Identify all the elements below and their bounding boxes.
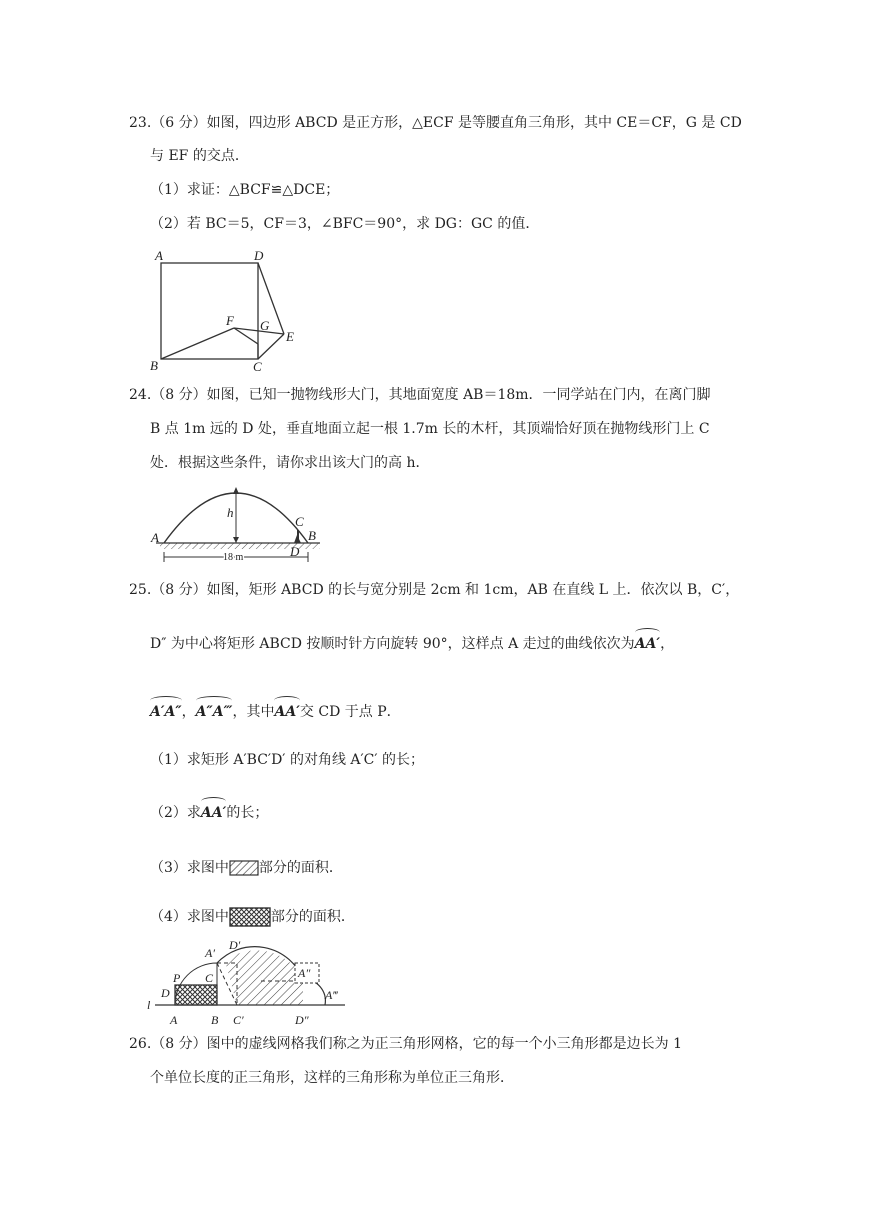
q24-parabola-figure bbox=[148, 480, 328, 566]
q25-line-6-a: （3）求图中 bbox=[150, 860, 229, 876]
label-D: D bbox=[290, 544, 300, 559]
q25-line-2-text: D″ 为中心将矩形 ABCD 按顺时针方向旋转 90°，这样点 A 走过的曲线依次为 bbox=[150, 636, 635, 652]
q25-line-3-sep2: ，其中 bbox=[232, 704, 275, 720]
label-C: C bbox=[295, 514, 304, 529]
q25-line-7-a: （4）求图中 bbox=[150, 909, 229, 925]
q25-line-5-b: 的长； bbox=[226, 805, 269, 821]
label-F: F bbox=[226, 313, 234, 328]
label-D: D bbox=[254, 248, 264, 263]
label-D2: D″ bbox=[295, 1013, 309, 1027]
label-B: B bbox=[150, 358, 158, 373]
q25-line-6-b: 部分的面积． bbox=[258, 860, 343, 876]
label-A1: A′ bbox=[205, 946, 215, 960]
q24-line-2: B 点 1m 远的 D 处，垂直地面立起一根 1.7m 长的木杆，其顶端恰好顶在抛物线形门上 C bbox=[150, 421, 710, 437]
q23-line-1: 23.（6 分）如图，四边形 ABCD 是正方形，△ECF 是等腰直角三角形，其中 CE＝CF，G 是 CD bbox=[129, 115, 742, 131]
q25-line-3-sep1: ， bbox=[181, 704, 196, 720]
q24-line-3: 处．根据这些条件，请你求出该大门的高 h． bbox=[150, 455, 430, 471]
q25-line-5 bbox=[150, 804, 268, 822]
label-D: D bbox=[161, 986, 170, 1000]
label-A2: A″ bbox=[298, 966, 311, 980]
label-A3: A‴ bbox=[325, 988, 338, 1002]
label-l: l bbox=[147, 998, 151, 1012]
label-C: C bbox=[253, 359, 262, 373]
q25-line-3 bbox=[150, 703, 401, 721]
q25-rotation-figure bbox=[145, 937, 355, 1029]
label-G: G bbox=[260, 318, 270, 333]
q23-line-2: 与 EF 的交点． bbox=[150, 148, 249, 164]
q23-line-4: （2）若 BC＝5，CF＝3，∠BFC＝90°，求 DG：GC 的值． bbox=[150, 216, 540, 232]
arc-AA1-b: AA′ bbox=[274, 704, 300, 720]
label-h: h bbox=[227, 505, 234, 520]
label-C: C bbox=[205, 971, 214, 985]
label-A: A bbox=[170, 1013, 178, 1027]
q23-square-figure bbox=[147, 248, 307, 373]
arc-AA1-c: AA′ bbox=[200, 805, 227, 821]
label-B: B bbox=[211, 1013, 219, 1027]
arc-AA1: AA′ bbox=[634, 636, 661, 652]
crosshatched-region-icon bbox=[229, 907, 271, 927]
q26-line-2: 个单位长度的正三角形，这样的三角形称为单位正三角形． bbox=[150, 1070, 514, 1086]
q25-line-6 bbox=[150, 859, 343, 877]
label-B: B bbox=[308, 528, 316, 543]
q25-line-2-comma: ， bbox=[660, 636, 675, 652]
hatched-region-icon bbox=[229, 860, 259, 876]
q25-line-1: 25.（8 分）如图，矩形 ABCD 的长与宽分别是 2cm 和 1cm，AB 在直线 L 上．依次以 B，C′， bbox=[129, 582, 740, 598]
q25-line-7-b: 部分的面积． bbox=[270, 909, 355, 925]
q25-line-3-end: 交 CD 于点 P． bbox=[299, 704, 401, 720]
label-D1: D′ bbox=[229, 938, 241, 952]
q25-line-5-a: （2）求 bbox=[150, 805, 201, 821]
q25-line-7 bbox=[150, 907, 355, 927]
label-E: E bbox=[286, 329, 294, 344]
arc-A2A3: A″A‴ bbox=[195, 704, 233, 720]
q26-line-1: 26.（8 分）图中的虚线网格我们称之为正三角形网格，它的每一个小三角形都是边长为 1 bbox=[129, 1036, 682, 1052]
q24-line-1: 24.（8 分）如图，已知一抛物线形大门，其地面宽度 AB＝18m．一同学站在门内，在离门脚 bbox=[129, 387, 711, 403]
q23-line-3: （1）求证：△BCF≌△DCE； bbox=[150, 182, 340, 198]
label-P: P bbox=[173, 971, 181, 985]
label-width: 18 m bbox=[223, 552, 244, 563]
arc-A1A2: A′A″ bbox=[150, 704, 182, 720]
label-C1: C′ bbox=[233, 1013, 244, 1027]
label-A: A bbox=[151, 530, 159, 545]
q25-line-4: （1）求矩形 A′BC′D′ 的对角线 A′C′ 的长； bbox=[150, 752, 425, 768]
q25-line-2 bbox=[150, 635, 674, 653]
label-A: A bbox=[155, 248, 163, 263]
